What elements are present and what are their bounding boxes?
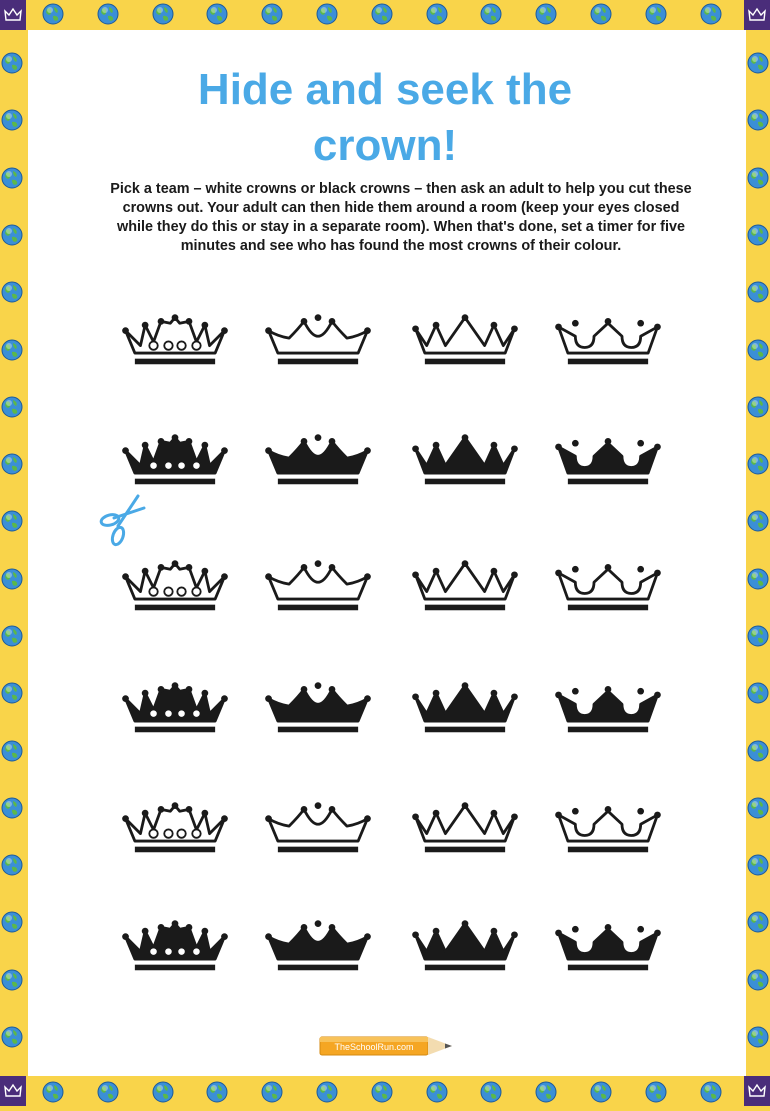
scissors-icon [96,490,148,555]
globe-icon [426,3,448,25]
black-crown-notched [548,918,668,1014]
globe-icon [747,740,769,762]
globe-icon [206,3,228,25]
white-crown-five-point-ball [115,558,235,654]
crown-corner-icon [0,0,26,30]
globe-icon [1,625,23,647]
globe-icon [1,682,23,704]
globe-icon [747,797,769,819]
black-crown-three-point-wave [258,918,378,1014]
globe-icon [590,1081,612,1103]
crown-corner-icon [744,0,770,30]
globe-icon [645,3,667,25]
black-crown-five-spike [405,918,525,1014]
globe-icon [747,453,769,475]
crown-corner-icon [0,1076,26,1106]
black-crown-five-spike [405,680,525,776]
globe-icon [1,339,23,361]
globe-icon [747,224,769,246]
white-crown-notched [548,800,668,896]
globe-icon [316,1081,338,1103]
globe-icon [747,854,769,876]
globe-icon [42,3,64,25]
globe-icon [1,969,23,991]
black-crown-five-point-ball [115,918,235,1014]
globe-icon [700,3,722,25]
globe-icon [1,396,23,418]
globe-icon [747,568,769,590]
instructions-text: Pick a team – white crowns or black crowns – then ask an adult to help you cut these crowns out. Your adult can then hide them around a room (keep your eyes closed while they do this or stay in a separate room). When that's done, set a timer for five minutes and see who has found the most crowns of their colour. [110,181,692,254]
black-crown-three-point-wave [258,432,378,528]
white-crown-three-point-wave [258,312,378,408]
globe-icon [747,1026,769,1048]
globe-icon [747,969,769,991]
globe-icon [535,3,557,25]
globe-icon [1,797,23,819]
globe-icon [480,1081,502,1103]
pencil-logo-icon [318,1032,458,1067]
globe-icon [747,339,769,361]
white-crown-five-point-ball [115,312,235,408]
globe-icon [747,396,769,418]
black-crown-notched [548,680,668,776]
globe-icon [590,3,612,25]
globe-icon [152,1081,174,1103]
globe-icon [261,1081,283,1103]
white-crown-three-point-wave [258,800,378,896]
globe-icon [316,3,338,25]
title-line-2: crown! [312,121,458,170]
globe-icon [97,3,119,25]
globe-icon [1,911,23,933]
black-crown-five-spike [405,432,525,528]
globe-icon [747,510,769,532]
globe-icon [1,568,23,590]
black-crown-five-point-ball [115,680,235,776]
globe-icon [1,281,23,303]
globe-icon [747,682,769,704]
globe-icon [206,1081,228,1103]
globe-icon [261,3,283,25]
white-crown-five-spike [405,312,525,408]
black-crown-notched [548,432,668,528]
crown-corner-icon [744,1076,770,1106]
logo-text: TheSchoolRun.com [334,1042,414,1052]
globe-icon [645,1081,667,1103]
globe-icon [97,1081,119,1103]
white-crown-notched [548,312,668,408]
white-crown-five-spike [405,558,525,654]
black-crown-three-point-wave [258,680,378,776]
globe-icon [747,625,769,647]
globe-icon [1,740,23,762]
globe-icon [426,1081,448,1103]
white-crown-three-point-wave [258,558,378,654]
globe-icon [747,911,769,933]
globe-icon [42,1081,64,1103]
globe-icon [152,3,174,25]
globe-icon [1,854,23,876]
white-crown-five-point-ball [115,800,235,896]
globe-icon [371,3,393,25]
white-crown-five-spike [405,800,525,896]
page-title [0,62,770,174]
white-crown-notched [548,558,668,654]
globe-icon [1,1026,23,1048]
globe-icon [535,1081,557,1103]
globe-icon [1,510,23,532]
globe-icon [747,281,769,303]
globe-icon [1,224,23,246]
globe-icon [480,3,502,25]
globe-icon [371,1081,393,1103]
globe-icon [700,1081,722,1103]
title-line-1: Hide and seek the [197,65,573,114]
globe-icon [1,453,23,475]
